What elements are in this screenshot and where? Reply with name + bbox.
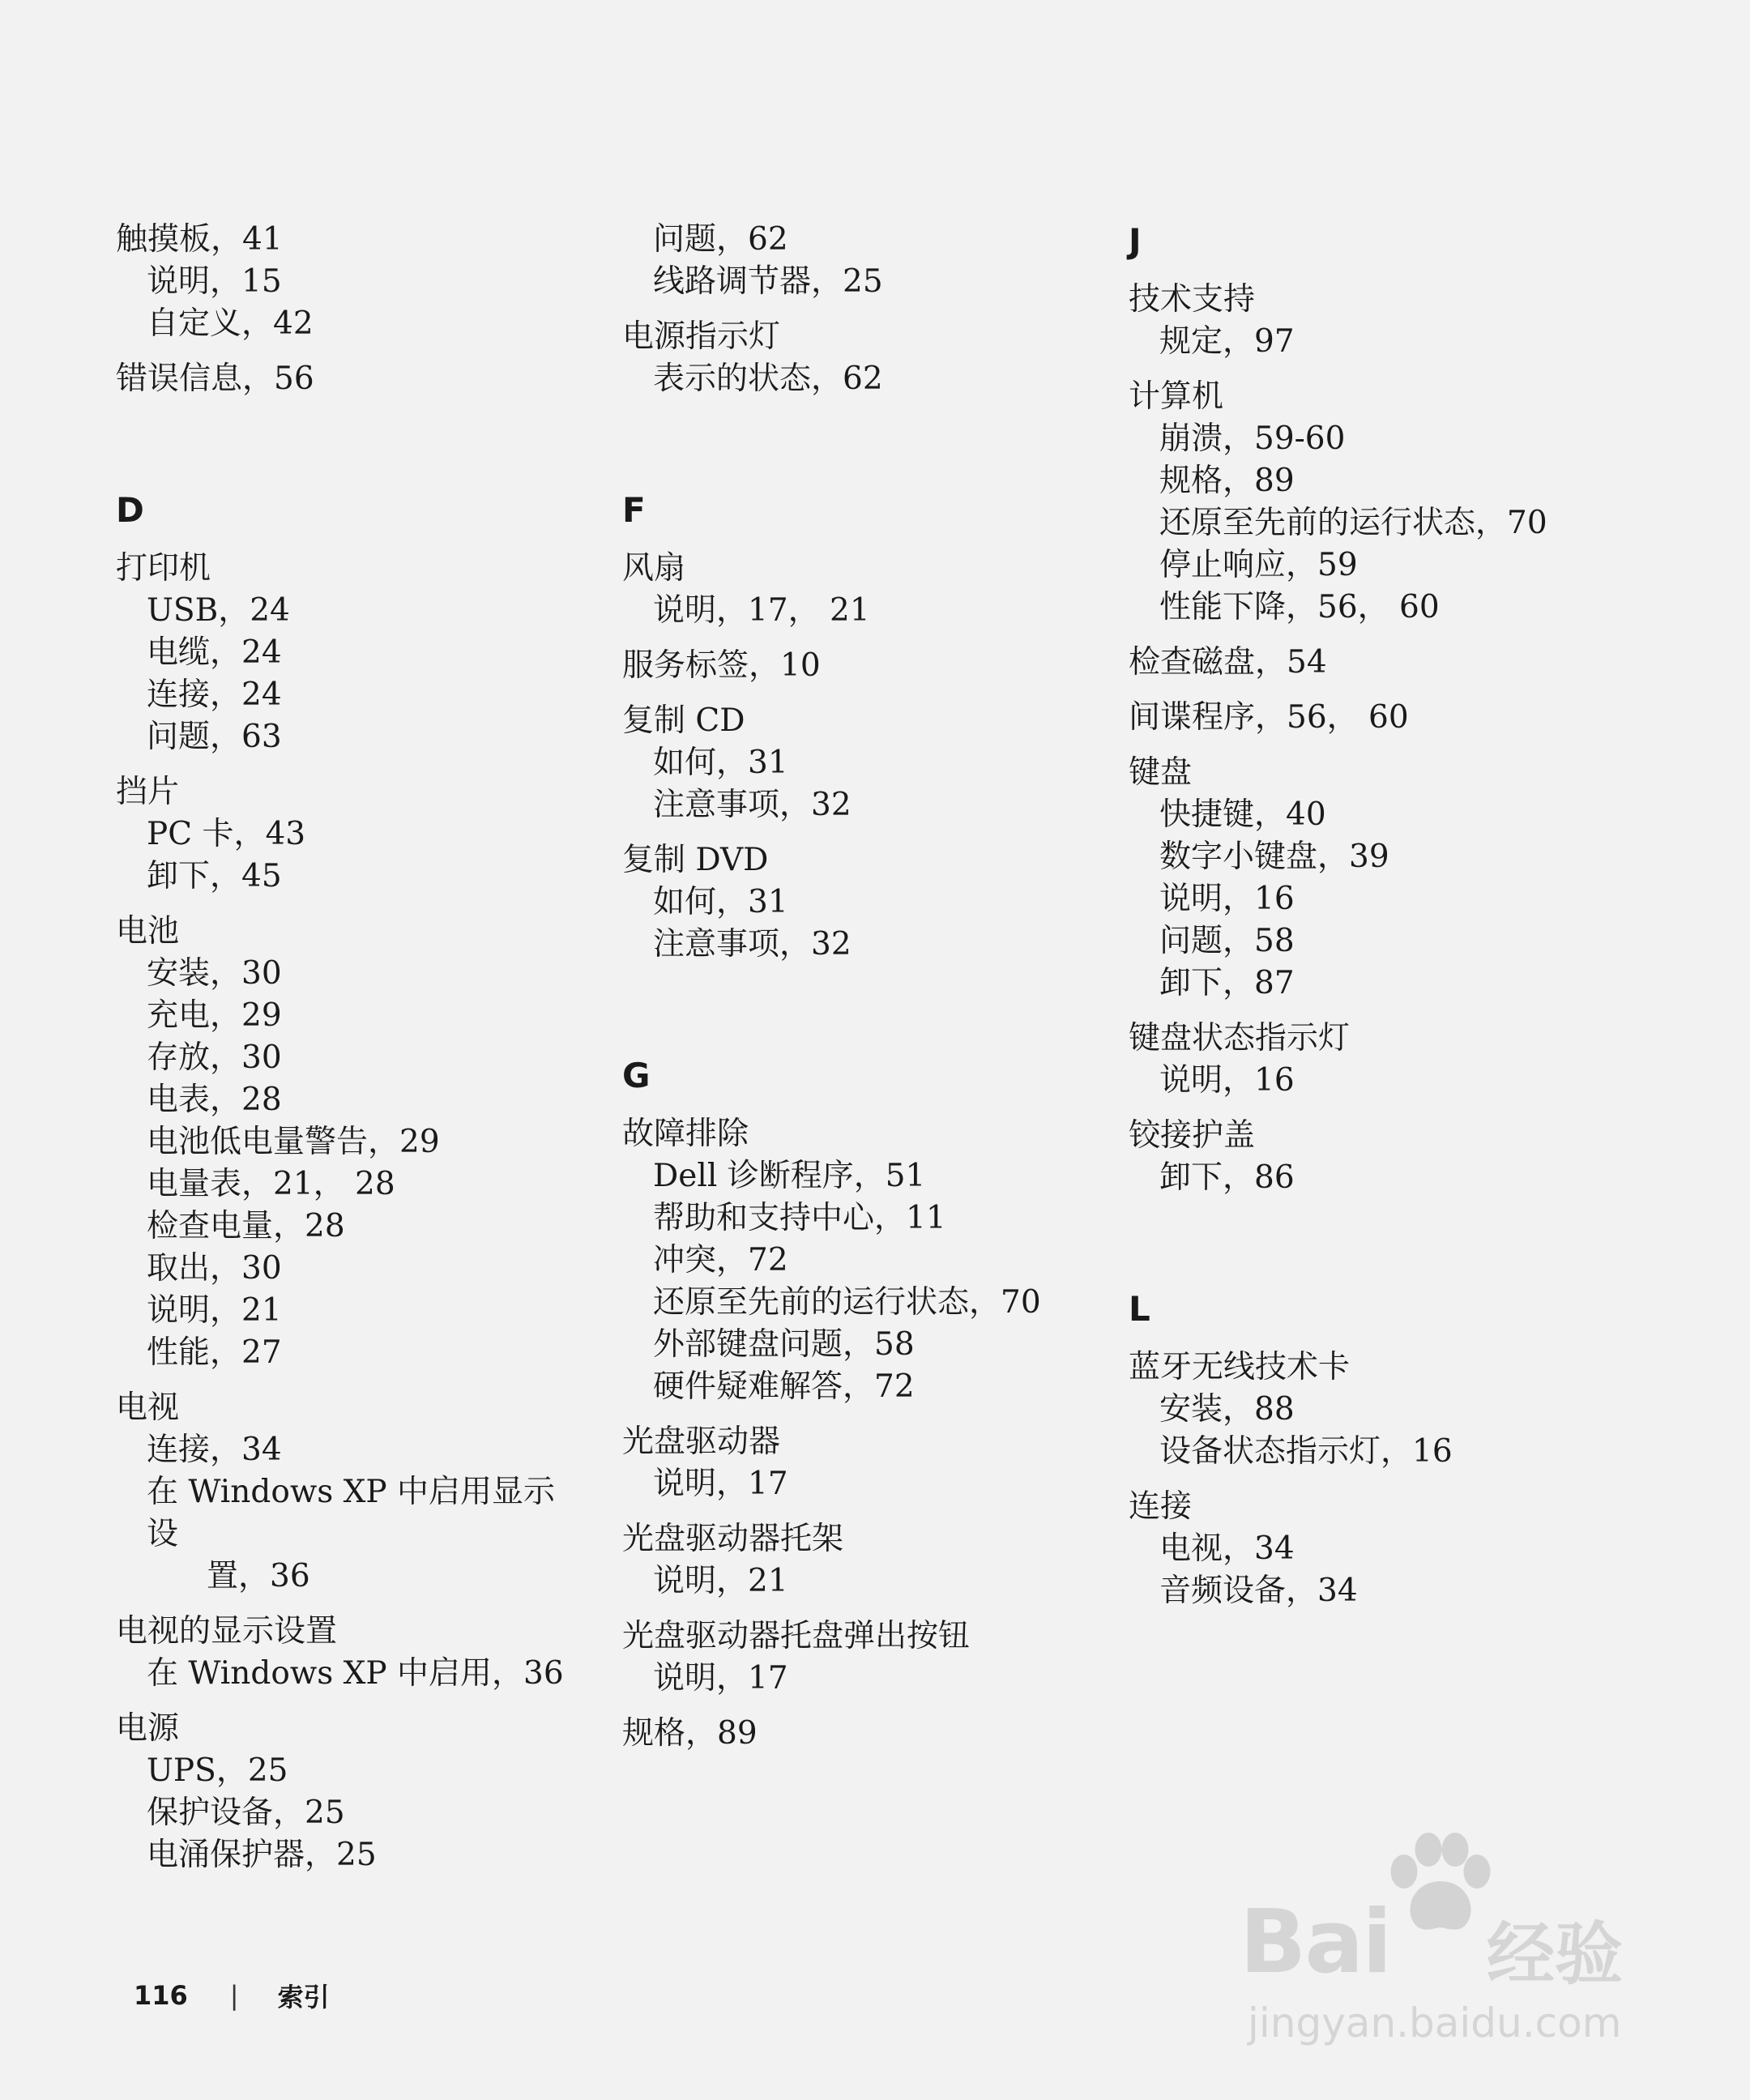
index-entry: [116, 771, 570, 898]
index-subentry: 说明，17: [653, 1660, 788, 1697]
index-subentry: 规格，89: [1159, 463, 1295, 499]
index-term: 电视的显示设置: [116, 1613, 338, 1650]
index-subentry: 说明，21: [147, 1292, 282, 1329]
index-subentry: 冲突，72: [653, 1242, 788, 1278]
watermark-brand-cn: 经验: [1487, 1914, 1624, 1994]
index-subentry: 取出，30: [147, 1250, 282, 1287]
index-subentry: 置，36: [207, 1558, 310, 1594]
index-subentry: 自定义，42: [147, 305, 314, 342]
index-term: 复制 CD: [622, 702, 745, 739]
index-term: 光盘驱动器: [622, 1423, 781, 1460]
index-subentry: 问题，62: [653, 221, 788, 258]
section-gap: [622, 979, 1076, 1053]
index-subentry: 音频设备，34: [1159, 1573, 1358, 1609]
paw-logo-icon: [1377, 1823, 1499, 1944]
index-subentry: 在 Windows XP 中启用显示设: [147, 1474, 556, 1552]
watermark-site: jingyan.baidu.com: [1248, 2000, 1622, 2047]
index-entry: [622, 1113, 1076, 1408]
index-subentry: 说明，16: [1159, 881, 1295, 917]
section-letter: J: [1129, 221, 1142, 261]
index-entry: [116, 1387, 570, 1598]
index-subentry: 电量表，21， 28: [147, 1166, 395, 1202]
index-term: 检查磁盘，54: [1129, 644, 1327, 681]
index-subentry: 快捷键，40: [1159, 796, 1326, 833]
section-label: 索引: [277, 1982, 330, 2012]
index-entry: [116, 219, 570, 345]
index-term: 错误信息，56: [116, 361, 314, 397]
index-term: 复制 DVD: [622, 842, 769, 878]
index-subentry: 连接，24: [147, 677, 282, 713]
index-subentry: 安装，30: [147, 955, 282, 992]
index-subentry: 卸下，86: [1159, 1159, 1295, 1196]
index-entry: [622, 548, 1076, 632]
index-term: 间谍程序，56， 60: [1129, 699, 1409, 736]
index-subentry: 检查电量，28: [147, 1208, 345, 1244]
index-entry: [1129, 279, 1631, 363]
section-letter: D: [116, 490, 144, 530]
index-entry: [622, 700, 1076, 826]
index-entry: [1129, 697, 1631, 739]
index-entry: [622, 645, 1076, 687]
index-subentry: 在 Windows XP 中启用，36: [147, 1655, 564, 1692]
index-term: 故障排除: [622, 1116, 749, 1152]
index-subentry: 线路调节器，25: [653, 263, 883, 300]
index-subentry: 表示的状态，62: [653, 361, 883, 397]
index-entry: [622, 1616, 1076, 1700]
index-subentry: 还原至先前的运行状态，70: [1159, 505, 1547, 541]
section-letter: G: [622, 1056, 651, 1095]
index-subentry: 说明，16: [1159, 1062, 1295, 1099]
index-subentry: 电池低电量警告，29: [147, 1124, 440, 1160]
index-entry: [1129, 376, 1631, 629]
index-term: 连接: [1129, 1488, 1193, 1525]
index-subentry: 数字小键盘，39: [1159, 839, 1389, 875]
index-term: 计算机: [1129, 378, 1224, 415]
index-subentry: 设备状态指示灯，16: [1159, 1433, 1453, 1470]
index-subentry: 问题，58: [1159, 923, 1295, 959]
index-entry: [622, 1421, 1076, 1505]
index-entry: [1129, 752, 1631, 1005]
index-subentry: 如何，31: [653, 884, 788, 920]
index-subentry: 电表，28: [147, 1082, 282, 1118]
index-entry: [622, 1713, 1076, 1755]
index-subentry: 说明，15: [147, 263, 282, 300]
index-subentry: 如何，31: [653, 745, 788, 781]
index-term: 电视: [116, 1389, 180, 1426]
index-subentry: 说明，17， 21: [653, 592, 870, 629]
index-term: 电源指示灯: [622, 318, 781, 355]
index-subentry: 帮助和支持中心，11: [653, 1200, 946, 1236]
index-term: 电池: [116, 913, 180, 950]
index-entry: [622, 316, 1076, 400]
index-subentry: 问题，63: [147, 719, 282, 755]
index-term: 风扇: [622, 550, 686, 587]
index-subentry: 卸下，87: [1159, 965, 1295, 1001]
index-subentry: 卸下，45: [147, 858, 282, 894]
index-entry: [116, 1611, 570, 1695]
index-subentry: 说明，21: [653, 1563, 788, 1599]
index-subentry: 性能，27: [147, 1334, 282, 1371]
index-subentry: PC 卡，43: [147, 816, 306, 852]
index-subentry: 电涌保护器，25: [147, 1837, 377, 1873]
index-subentry: 安装，88: [1159, 1391, 1295, 1428]
index-term: 键盘状态指示灯: [1129, 1020, 1351, 1056]
index-subentry: 充电，29: [147, 997, 282, 1034]
index-subentry: 存放，30: [147, 1039, 282, 1076]
index-term: 规格，89: [622, 1715, 758, 1752]
index-term: 铰接护盖: [1129, 1117, 1256, 1154]
index-column-2: [622, 219, 1076, 1768]
section-gap: [1129, 1212, 1631, 1287]
index-term: 光盘驱动器托架: [622, 1521, 844, 1557]
index-term: 打印机: [116, 550, 211, 587]
index-entry: [116, 1708, 570, 1876]
index-subentry: 停止响应，59: [1159, 547, 1358, 583]
index-entry: [1129, 642, 1631, 684]
index-subentry: USB，24: [147, 592, 290, 629]
page-number: 116: [134, 1980, 188, 2011]
index-subentry: UPS，25: [147, 1752, 288, 1789]
index-entry: [622, 839, 1076, 966]
index-term: 电源: [116, 1710, 180, 1747]
index-entry: [1129, 1347, 1631, 1473]
index-entry: [622, 219, 1076, 303]
index-subentry: 硬件疑难解答，72: [653, 1368, 915, 1405]
index-subentry: 还原至先前的运行状态，70: [653, 1284, 1041, 1321]
index-subentry: 电缆，24: [147, 634, 282, 671]
index-subentry: 保护设备，25: [147, 1795, 345, 1831]
section-gap: [116, 413, 570, 488]
index-column-1: [116, 219, 570, 1889]
section-letter: L: [1129, 1289, 1150, 1329]
index-entry: [116, 548, 570, 758]
index-term: 技术支持: [1129, 281, 1256, 318]
index-subentry: 外部键盘问题，58: [653, 1326, 915, 1363]
index-subentry: 注意事项，32: [653, 926, 852, 962]
index-term: 光盘驱动器托盘弹出按钮: [622, 1618, 971, 1654]
index-term: 挡片: [116, 774, 180, 810]
index-term: 键盘: [1129, 754, 1193, 791]
index-entry: [622, 1518, 1076, 1603]
index-column-3: [1129, 219, 1631, 1625]
index-term: 触摸板，41: [116, 221, 283, 258]
index-entry: [1129, 1486, 1631, 1612]
section-letter: F: [622, 490, 646, 530]
watermark-brand: Bai: [1240, 1892, 1391, 1993]
index-term: 服务标签，10: [622, 647, 821, 684]
index-entry: [1129, 1115, 1631, 1199]
baidu-watermark: [1240, 1823, 1661, 2066]
index-entry: [1129, 1018, 1631, 1102]
index-subentry: 电视，34: [1159, 1530, 1295, 1567]
page-footer: [134, 1977, 330, 2014]
index-subentry: 连接，34: [147, 1432, 282, 1468]
index-subentry: Dell 诊断程序，51: [653, 1158, 926, 1194]
index-subentry: 崩溃，59-60: [1159, 420, 1346, 457]
index-term: 蓝牙无线技术卡: [1129, 1349, 1351, 1385]
footer-separator: |: [229, 1980, 239, 2011]
section-gap: [622, 413, 1076, 488]
index-subentry: 性能下降，56， 60: [1159, 589, 1440, 625]
index-subentry: 规定，97: [1159, 323, 1295, 360]
index-entry: [116, 358, 570, 400]
index-subentry: 说明，17: [653, 1466, 788, 1502]
index-entry: [116, 911, 570, 1374]
index-subentry: 注意事项，32: [653, 787, 852, 823]
